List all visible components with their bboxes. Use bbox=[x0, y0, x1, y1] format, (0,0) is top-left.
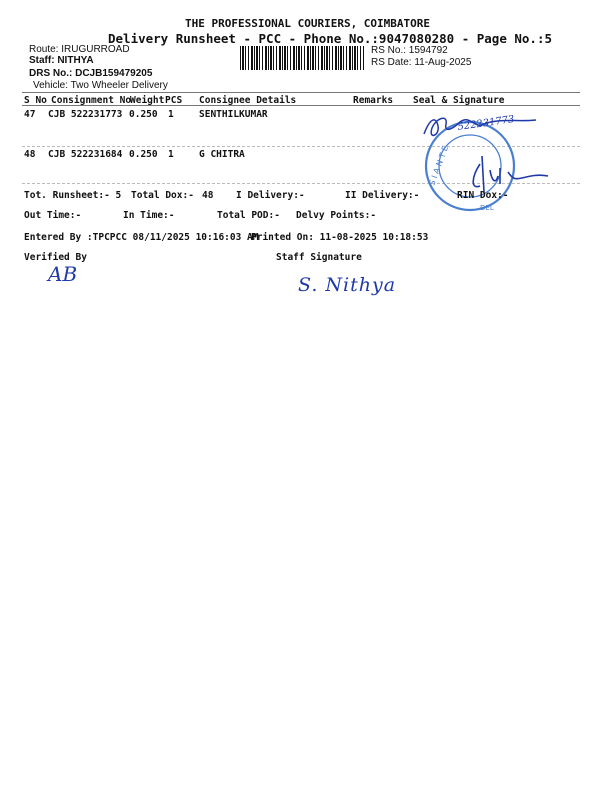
staff-info: Staff: NITHYA bbox=[29, 55, 94, 66]
ii-delivery: II Delivery:- bbox=[345, 190, 420, 201]
col-header-seal: Seal & Signature bbox=[413, 95, 505, 106]
total-pod: Total POD:- bbox=[217, 210, 280, 221]
staff-signature: S. Nithya bbox=[298, 274, 397, 296]
i-delivery: I Delivery:- bbox=[236, 190, 305, 201]
staff-signature-label: Staff Signature bbox=[276, 252, 362, 263]
total-runsheet: Tot. Runsheet:- 5 bbox=[24, 190, 122, 201]
col-header-consignment: Consignment No bbox=[51, 95, 132, 106]
rs-number: RS No.: 1594792 bbox=[371, 45, 448, 56]
table-row-2-weight: 0.250 bbox=[129, 149, 158, 160]
table-row-1-weight: 0.250 bbox=[129, 109, 158, 120]
table-row-1-pcs: 1 bbox=[168, 109, 174, 120]
vehicle-info: Vehicle: Two Wheeler Delivery bbox=[33, 80, 168, 91]
col-header-pcs: PCS bbox=[165, 95, 183, 106]
verified-by-label: Verified By bbox=[24, 252, 87, 263]
table-top-rule bbox=[22, 92, 580, 93]
signature-row2 bbox=[473, 156, 548, 192]
drs-number: DRS No.: DCJB159479205 bbox=[29, 68, 153, 79]
col-header-remarks: Remarks bbox=[353, 95, 394, 106]
in-time: In Time:- bbox=[123, 210, 175, 221]
handwritten-consignment-number: 522231773 bbox=[456, 114, 516, 133]
table-row-2-consignment: CJB 522231684 bbox=[48, 149, 123, 160]
delvy-points: Delvy Points:- bbox=[296, 210, 377, 221]
entered-by: Entered By :TPCPCC 08/11/2025 10:16:03 AM bbox=[24, 232, 259, 243]
rin-dox: RIN Dox:- bbox=[457, 190, 509, 201]
col-header-consignee: Consignee Details bbox=[199, 95, 297, 106]
table-row-1-consignment: CJB 522231773 bbox=[48, 109, 123, 120]
out-time: Out Time:- bbox=[24, 210, 82, 221]
col-header-sno: S No bbox=[24, 95, 47, 106]
company-title: THE PROFESSIONAL COURIERS, COIMBATORE bbox=[185, 17, 431, 30]
printed-on: Printed On: 11-08-2025 10:18:53 bbox=[251, 232, 429, 243]
verified-by-signature: AB bbox=[48, 262, 78, 286]
total-dox-label: Total Dox:- bbox=[131, 190, 194, 201]
barcode bbox=[240, 46, 364, 70]
svg-text:S I A N T E: S I A N T E bbox=[427, 144, 451, 187]
col-header-weight: Weight bbox=[130, 95, 165, 106]
runsheet-subtitle: Delivery Runsheet - PCC - Phone No.:9047080280 - Page No.:5 bbox=[108, 31, 553, 46]
total-dox-value: 48 bbox=[202, 190, 214, 201]
table-row-1-consignee: SENTHILKUMAR bbox=[199, 109, 268, 120]
table-row-1-sno: 47 bbox=[24, 109, 36, 120]
route-info: Route: IRUGURROAD bbox=[29, 44, 130, 55]
svg-text:DEL: DEL bbox=[480, 204, 494, 212]
table-row-2-consignee: G CHITRA bbox=[199, 149, 245, 160]
rs-date: RS Date: 11-Aug-2025 bbox=[371, 57, 472, 68]
table-row-2-sno: 48 bbox=[24, 149, 36, 160]
table-row-2-pcs: 1 bbox=[168, 149, 174, 160]
table-header-rule bbox=[22, 105, 580, 106]
